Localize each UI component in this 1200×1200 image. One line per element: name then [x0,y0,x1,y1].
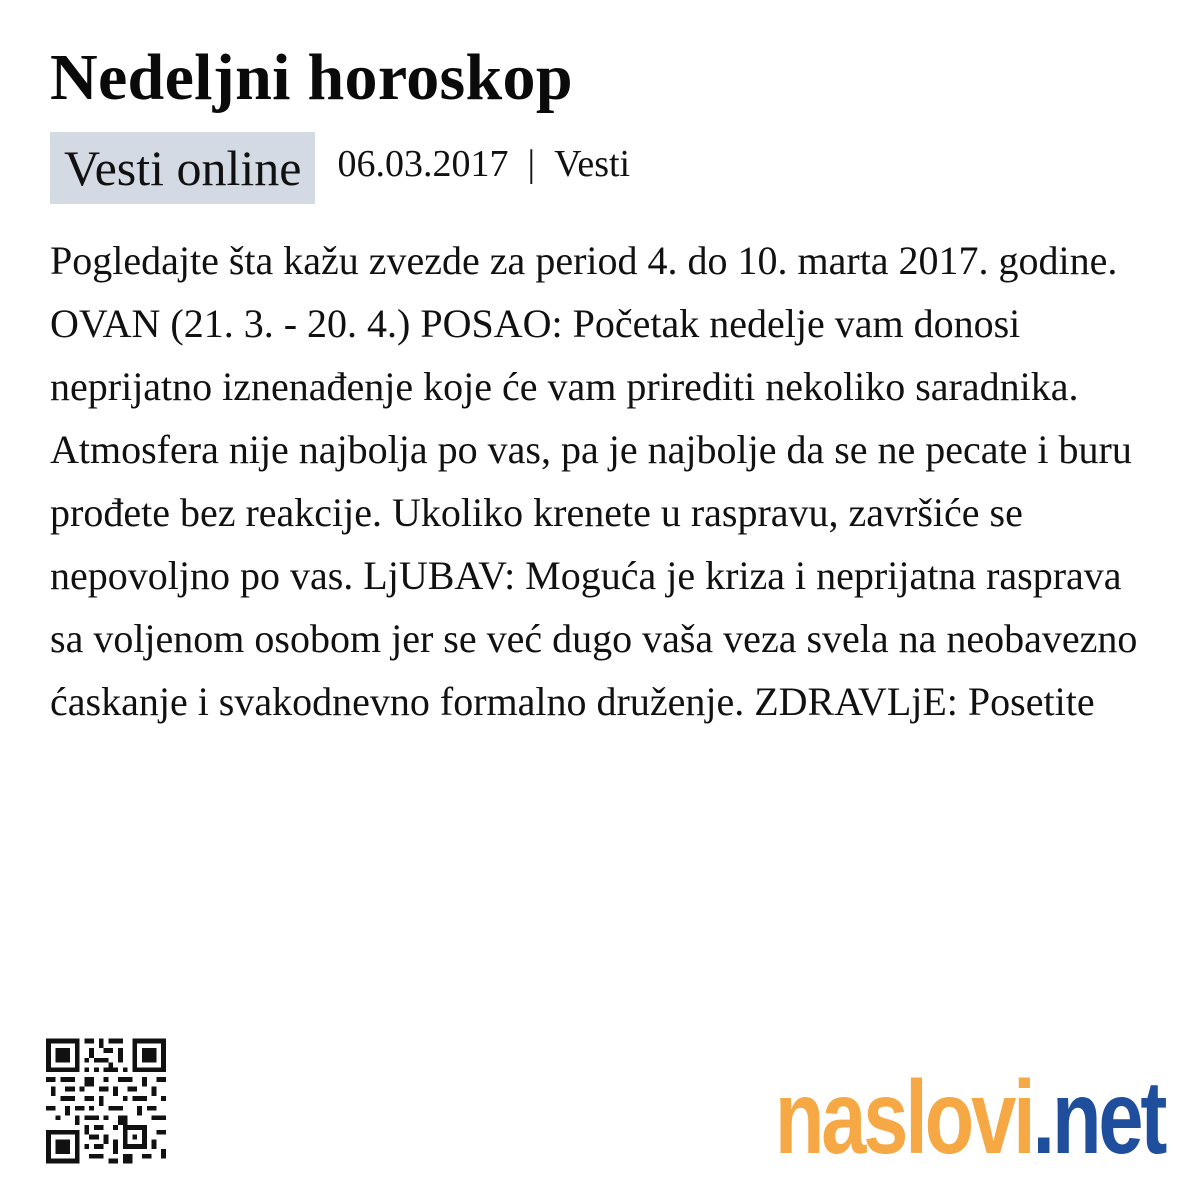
qr-code-icon [46,1038,166,1164]
article-body: Pogledajte šta kažu zvezde za period 4. do 10. marta 2017. godine. OVAN (21. 3. - 20. 4.) POSAO: Početak nedelje vam donosi neprijatno iznenađenje koje će vam prirediti nekoliko saradnika. Atmosfera nije najbolja po vas, pa je najbolje da se ne pecate i buru prođete bez reakcije. Ukoliko krenete u raspravu, završiće se nepovoljno po vas. LjUBAV: Moguća je kriza i neprijatna rasprava sa voljenom osobom jer se već dugo vaša veza svela na neobavezno ćaskanje i svakodnevno formalno druženje. ZDRAVLjE: Posetite [50,238,1138,724]
naslovi-logo[interactable] [774,1060,1164,1176]
article-date: 06.03.2017 [337,143,509,185]
article-meta [50,132,630,204]
source-badge[interactable]: Vesti online [50,132,315,204]
meta-info [337,142,630,186]
logo-text-net: .net [1032,1060,1164,1176]
article-body-container [50,229,1160,859]
article-title: Nedeljni horoskop [50,41,573,114]
article-category[interactable]: Vesti [554,143,631,185]
logo-text-naslovi: naslovi [774,1060,1033,1176]
text-fade-overlay [50,789,1160,859]
meta-separator: | [508,143,555,185]
